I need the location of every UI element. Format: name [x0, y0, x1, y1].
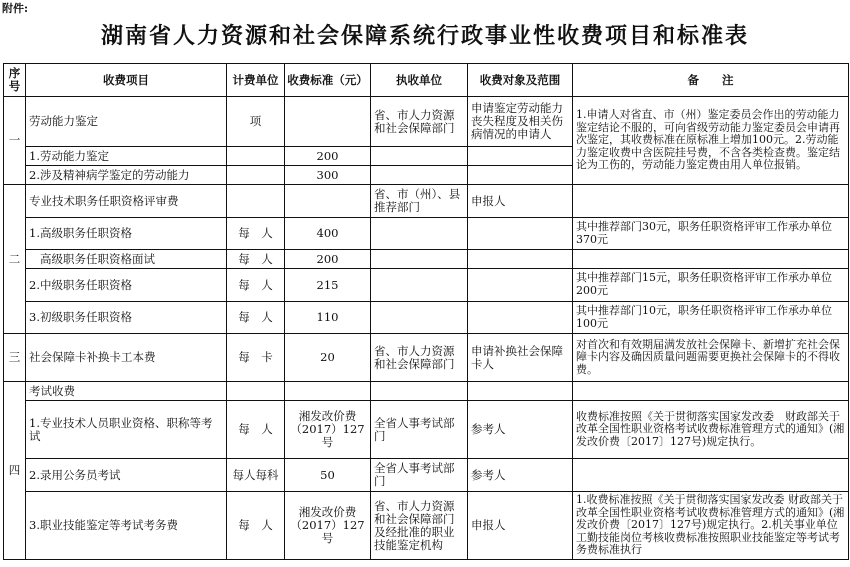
table-row: [4, 97, 849, 147]
unit-cell: [227, 166, 285, 185]
standard-cell: 20: [285, 334, 371, 382]
header-item: 收费项目: [26, 64, 227, 97]
scope-cell: [468, 302, 573, 334]
scope-cell: [468, 382, 573, 401]
seq-cell: 三: [4, 334, 26, 382]
table-row: [4, 185, 849, 218]
remark-cell: [573, 459, 849, 492]
remark-cell: [573, 185, 849, 218]
item-cell: 2.录用公务员考试: [26, 459, 227, 492]
standard-cell: 110: [285, 302, 371, 334]
item-cell: 2.中级职务任职资格: [26, 269, 227, 302]
scope-cell: [468, 269, 573, 302]
item-cell: 考试收费: [26, 382, 227, 401]
unit-cell: 每 人: [227, 302, 285, 334]
scope-cell: 参考人: [468, 459, 573, 492]
header-scope: 收费对象及范围: [468, 64, 573, 97]
header-row: [4, 64, 849, 97]
seq-cell: 二: [4, 185, 26, 334]
unit-cell: 每 人: [227, 492, 285, 560]
standard-cell: 400: [285, 218, 371, 250]
unit-cell: [227, 185, 285, 218]
remark-cell: [573, 382, 849, 401]
unit-cell: 每 人: [227, 401, 285, 459]
item-cell: 2.涉及精神病学鉴定的劳动能力: [26, 166, 227, 185]
remark-cell: 收费标准按照《关于贯彻落实国家发改委 财政部关于改革全国性职业资格考试收费标准管理方式的通知》(湘发改价费〔2017〕127号)规定执行。: [573, 401, 849, 459]
scope-cell: [468, 250, 573, 269]
scope-cell: 申报人: [468, 492, 573, 560]
table-row: [4, 401, 849, 459]
agency-cell: [371, 147, 468, 166]
fee-table: [3, 63, 849, 560]
agency-cell: 省、市（州）、县推荐部门: [371, 185, 468, 218]
agency-cell: [371, 382, 468, 401]
agency-cell: [371, 302, 468, 334]
standard-cell: 300: [285, 166, 371, 185]
item-cell: 1.专业技术人员职业资格、职称等考试: [26, 401, 227, 459]
unit-cell: [227, 382, 285, 401]
unit-cell: 项: [227, 97, 285, 147]
standard-cell: 215: [285, 269, 371, 302]
item-cell: 高级职务任职资格面试: [26, 250, 227, 269]
standard-cell: 湘发改价费（2017）127号: [285, 401, 371, 459]
unit-cell: [227, 147, 285, 166]
standard-cell: 湘发改价费（2017）127号: [285, 492, 371, 560]
scope-cell: 申请鉴定劳动能力丧失程度及相关伤病情况的申请人: [468, 97, 573, 147]
header-remarks: 备 注: [573, 64, 849, 97]
scope-cell: 申报人: [468, 185, 573, 218]
remark-cell: 对首次和有效期届满发放社会保障卡、新增扩充社会保障卡内容及确因质量问题需要更换社会保障卡的不得收费。: [573, 334, 849, 382]
agency-cell: [371, 218, 468, 250]
table-row: [4, 492, 849, 560]
header-unit: 计费单位: [227, 64, 285, 97]
remark-cell: 1.申请人对省直、市（州）鉴定委员会作出的劳动能力鉴定结论不服的，可向省级劳动能力鉴定委员会申请再次鉴定，其收费标准在原标准上增加100元。2.劳动能力鉴定收费中含医院挂号费，不含各类检查费。鉴定结论为工伤的，劳动能力鉴定费由用人单位报销。: [573, 97, 849, 185]
scope-cell: [468, 218, 573, 250]
standard-cell: [285, 97, 371, 147]
agency-cell: 全省人事考试部门: [371, 401, 468, 459]
agency-cell: [371, 269, 468, 302]
item-cell: 3.职业技能鉴定等考试考务费: [26, 492, 227, 560]
agency-cell: 省、市人力资源和社会保障部门: [371, 97, 468, 147]
agency-cell: 省、市人力资源和社会保障部门及经批准的职业技能鉴定机构: [371, 492, 468, 560]
table-row: [4, 269, 849, 302]
table-row: [4, 459, 849, 492]
seq-cell: 一: [4, 97, 26, 185]
agency-cell: 全省人事考试部门: [371, 459, 468, 492]
remark-cell: 1.收费标准按照《关于贯彻落实国家发改委 财政部关于改革全国性职业资格考试收费标准管理方式的通知》(湘发改价费〔2017〕127号)规定执行。2.机关事业单位工勤技能岗位考核收费标准按照职业技能鉴定等考试考务费标准执行: [573, 492, 849, 560]
table-row: [4, 334, 849, 382]
remark-cell: 其中推荐部门10元，职务任职资格评审工作承办单位100元: [573, 302, 849, 334]
standard-cell: 50: [285, 459, 371, 492]
agency-cell: [371, 166, 468, 185]
table-row: [4, 382, 849, 401]
header-standard: 收费标准（元）: [285, 64, 371, 97]
scope-cell: 申请补换社会保障卡人: [468, 334, 573, 382]
attachment-label: 附件:: [2, 2, 29, 15]
scope-cell: 参考人: [468, 401, 573, 459]
standard-cell: [285, 382, 371, 401]
standard-cell: 200: [285, 147, 371, 166]
agency-cell: [371, 250, 468, 269]
standard-cell: [285, 185, 371, 218]
agency-cell: 省、市人力资源和社会保障部门: [371, 334, 468, 382]
item-cell: 社会保障卡补换卡工本费: [26, 334, 227, 382]
scope-cell: [468, 147, 573, 166]
standard-cell: 200: [285, 250, 371, 269]
unit-cell: 每 人: [227, 218, 285, 250]
unit-cell: 每 人: [227, 250, 285, 269]
remark-cell: [573, 250, 849, 269]
table-row: [4, 250, 849, 269]
unit-cell: 每 人: [227, 269, 285, 302]
unit-cell: 每人每科: [227, 459, 285, 492]
table-row: [4, 218, 849, 250]
seq-cell: 四: [4, 382, 26, 560]
unit-cell: 每 卡: [227, 334, 285, 382]
remark-cell: 其中推荐部门30元，职务任职资格评审工作承办单位370元: [573, 218, 849, 250]
item-cell: 1.高级职务任职资格: [26, 218, 227, 250]
document-title: 湖南省人力资源和社会保障系统行政事业性收费项目和标准表: [100, 23, 749, 49]
item-cell: 专业技术职务任职资格评审费: [26, 185, 227, 218]
scope-cell: [468, 166, 573, 185]
item-cell: 3.初级职务任职资格: [26, 302, 227, 334]
remark-cell: 其中推荐部门15元，职务任职资格评审工作承办单位200元: [573, 269, 849, 302]
item-cell: 1.劳动能力鉴定: [26, 147, 227, 166]
header-seq: 序号: [4, 64, 26, 97]
item-cell: 劳动能力鉴定: [26, 97, 227, 147]
header-agency: 执收单位: [371, 64, 468, 97]
table-row: [4, 302, 849, 334]
